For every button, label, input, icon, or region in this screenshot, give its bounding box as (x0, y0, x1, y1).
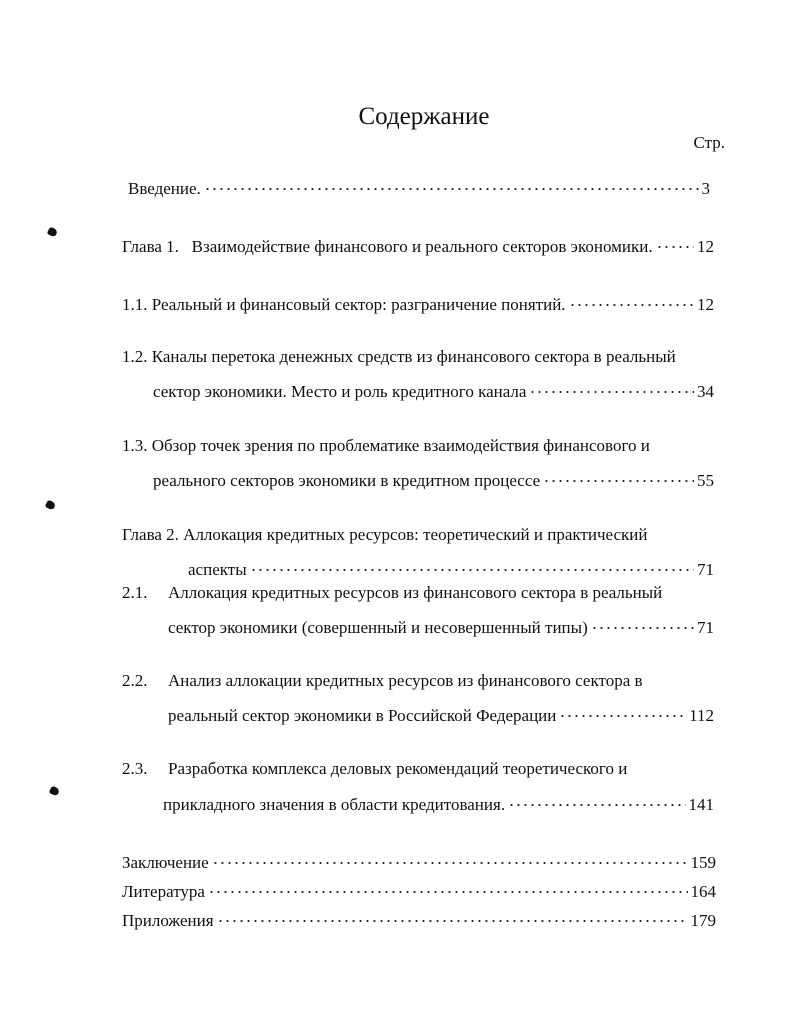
toc-entry-text: Обзор точек зрения по проблематике взаимодействия финансового и (151, 436, 650, 455)
dot-leader (250, 553, 694, 575)
toc-entry-page: 3 (701, 179, 710, 198)
dot-leader (559, 699, 686, 721)
scan-artifact-mark (47, 226, 59, 237)
toc-entry-page: 12 (697, 295, 714, 314)
toc-entry-2-1-line2[interactable] (168, 611, 714, 637)
toc-entry-text: Литература (122, 882, 205, 901)
toc-entry-text: сектор экономики (совершенный и несовершенный типы) (168, 618, 588, 637)
toc-entry-page: 34 (697, 382, 714, 401)
toc-entry-page: 71 (697, 618, 714, 637)
toc-entry-conclusion[interactable] (122, 846, 716, 872)
toc-entry-2-2-line2[interactable] (168, 699, 714, 725)
toc-entry-2-1-number: 2.1. (122, 583, 148, 602)
toc-entry-2-3-line1[interactable]: Разработка комплекса деловых рекомендаций теоретического и (168, 759, 628, 778)
toc-entry-2-3-line2[interactable] (163, 788, 714, 814)
toc-entry-appendices[interactable] (122, 904, 716, 930)
toc-entry-text: Глава 1. Взаимодействие финансового и реального секторов экономики. (122, 237, 653, 256)
toc-entry-chapter-2-line2[interactable] (188, 553, 714, 579)
toc-entry-number: 1.3. (122, 436, 148, 455)
toc-entry-page: 12 (697, 237, 714, 256)
dot-leader (217, 904, 688, 926)
dot-leader (591, 611, 694, 633)
toc-entry-text: прикладного значения в области кредитования. (163, 795, 506, 814)
dot-leader (204, 172, 699, 194)
toc-entry-text: Заключение (122, 853, 209, 872)
page-title: Содержание (358, 103, 490, 130)
toc-entry-text: сектор экономики. Место и роль кредитного канала (153, 382, 527, 401)
scan-artifact-mark (45, 499, 57, 510)
toc-entry-1-2-line2[interactable] (153, 375, 714, 401)
toc-entry-2-2-line1[interactable]: Анализ аллокации кредитных ресурсов из финансового сектора в (168, 671, 643, 690)
toc-entry-text: Введение. (128, 179, 201, 198)
toc-entry-2-2-number: 2.2. (122, 671, 148, 690)
toc-entry-number: 1.1. (122, 295, 148, 314)
toc-entry-text: реальный сектор экономики в Российской Федерации (168, 706, 557, 725)
toc-entry-page: 164 (690, 882, 716, 901)
toc-entry-page: 71 (697, 560, 714, 579)
toc-entry-page: 141 (688, 795, 714, 814)
toc-entry-chapter-1[interactable] (122, 230, 714, 256)
dot-leader (208, 875, 688, 897)
toc-entry-page: 55 (697, 471, 714, 490)
toc-entry-text: аспекты (188, 560, 247, 579)
toc-entry-text: Реальный и финансовый сектор: разграничение понятий. (151, 295, 566, 314)
toc-entry-1-2-line1[interactable] (122, 346, 676, 368)
toc-entry-text: Приложения (122, 911, 214, 930)
toc-entry-text: реального секторов экономики в кредитном процессе (153, 471, 541, 490)
toc-entry-2-3-number: 2.3. (122, 759, 148, 778)
toc-entry-page: 159 (690, 853, 716, 872)
toc-entry-intro[interactable] (128, 172, 710, 198)
toc-entry-2-1-line1[interactable]: Аллокация кредитных ресурсов из финансового сектора в реальный (168, 583, 663, 602)
toc-entry-1-3-line2[interactable] (153, 464, 714, 490)
dot-leader (529, 375, 694, 397)
dot-leader (569, 288, 694, 310)
scan-artifact-mark (49, 785, 61, 796)
dot-leader (656, 230, 694, 252)
toc-entry-page: 112 (689, 706, 714, 725)
dot-leader (212, 846, 688, 868)
toc-entry-page: 179 (690, 911, 716, 930)
toc-entry-1-3-line1[interactable] (122, 435, 650, 457)
dot-leader (508, 788, 685, 810)
toc-entry-number: 1.2. (122, 347, 148, 366)
dot-leader (543, 464, 694, 486)
toc-entry-chapter-2-line1[interactable]: Глава 2. Аллокация кредитных ресурсов: теоретический и практический (122, 525, 648, 544)
toc-entry-text: Каналы перетока денежных средств из финансового сектора в реальный (151, 347, 676, 366)
page-column-label: Стр. (693, 133, 725, 152)
toc-entry-1-1[interactable] (122, 288, 714, 314)
toc-entry-literature[interactable] (122, 875, 716, 901)
